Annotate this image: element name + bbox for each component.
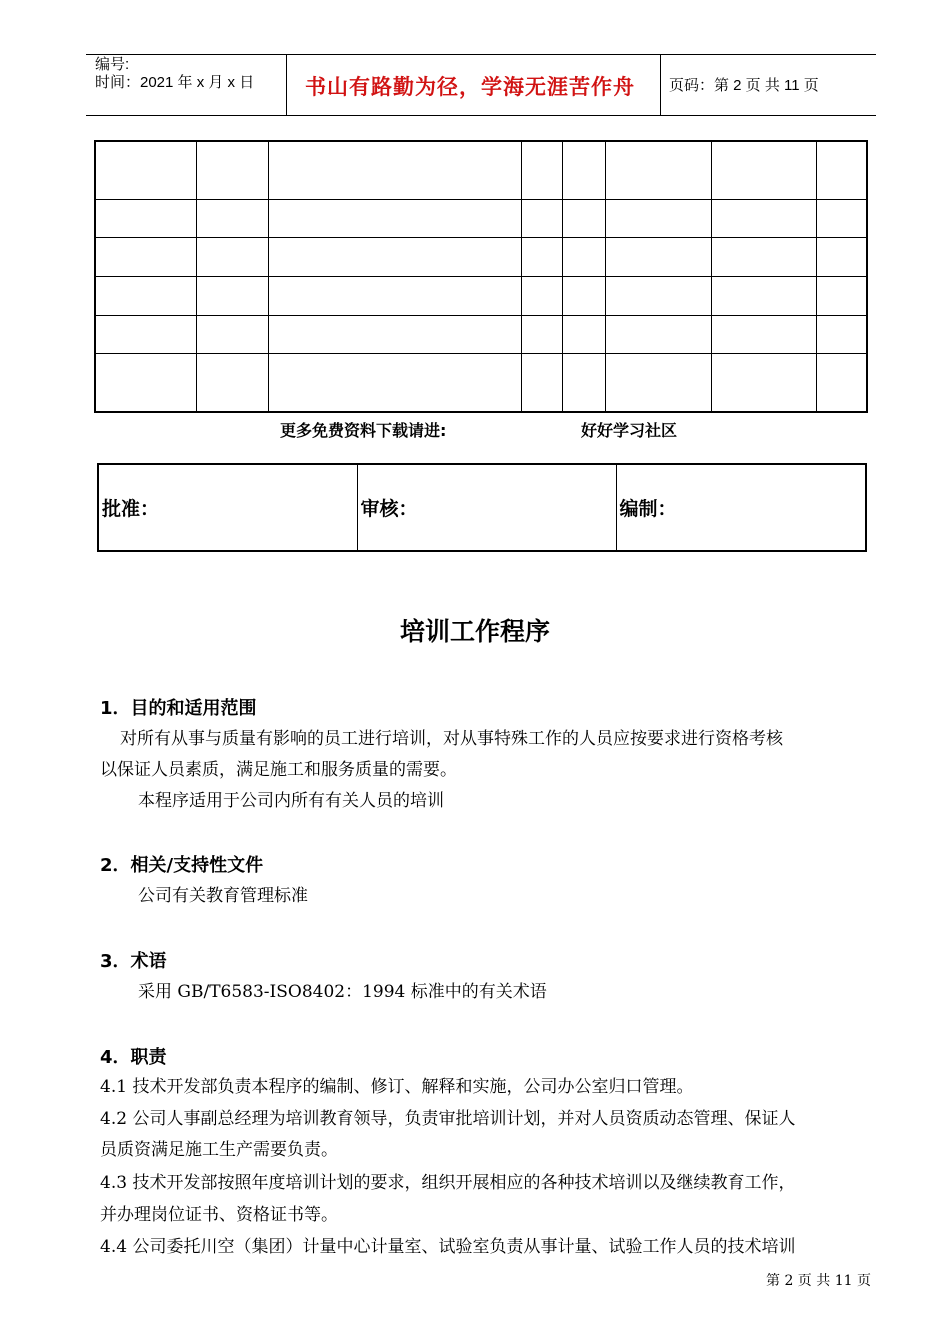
table-row <box>95 354 867 412</box>
blank-grid-table <box>94 140 868 413</box>
section-4-1: 4.1 技术开发部负责本程序的编制、修订、解释和实施，公司办公室归口管理。 <box>100 1077 694 1097</box>
promo-text: 更多免费资料下载请进: <box>280 421 447 440</box>
page-title: 培训工作程序 <box>399 617 550 646</box>
header-top-rule <box>86 54 876 55</box>
table-row <box>95 238 867 277</box>
section-4-2-line-2: 员质资满足施工生产需要负责。 <box>100 1140 338 1160</box>
header-page-info: 页码：第 2 页 共 11 页 <box>669 77 819 94</box>
section-4-3-line-1: 4.3 技术开发部按照年度培训计划的要求，组织开展相应的各种技术培训以及继续教育工作， <box>100 1173 796 1193</box>
promo-link[interactable]: 好好学习社区 <box>581 421 678 440</box>
section-4-heading: 4．职责 <box>100 1047 167 1068</box>
section-2-paragraph: 公司有关教育管理标准 <box>138 886 308 906</box>
header-motto: 书山有路勤为径，学海无涯苦作舟 <box>305 74 635 99</box>
review-cell: 审核： <box>357 464 616 551</box>
approval-table <box>97 463 867 552</box>
section-1-scope: 本程序适用于公司内所有有关人员的培训 <box>138 791 444 811</box>
header-divider-right <box>660 55 661 115</box>
section-1-heading: 1．目的和适用范围 <box>100 698 257 719</box>
section-4-4-line-1: 4.4 公司委托川空（集团）计量中心计量室、试验室负责从事计量、试验工作人员的技术培训 <box>100 1237 796 1257</box>
section-4-3-line-2: 并办理岗位证书、资格证书等。 <box>100 1205 338 1225</box>
header-date: 时间：2021 年 x 月 x 日 <box>95 74 255 91</box>
table-row <box>95 141 867 199</box>
table-row <box>95 199 867 238</box>
table-row <box>95 276 867 315</box>
section-2-heading: 2．相关/支持性文件 <box>100 855 264 876</box>
section-1-paragraph-line-1: 对所有从事与质量有影响的员工进行培训，对从事特殊工作的人员应按要求进行资格考核 <box>120 729 783 749</box>
section-4-2-line-1: 4.2 公司人事副总经理为培训教育领导，负责审批培训计划，并对人员资质动态管理、保证人 <box>100 1109 796 1129</box>
section-1-paragraph-line-2: 以保证人员素质，满足施工和服务质量的需要。 <box>100 760 457 780</box>
header-number-label: 编号: <box>95 56 130 73</box>
compile-cell: 编制： <box>616 464 866 551</box>
header-divider-left <box>286 55 287 115</box>
footer-page-number: 第 2 页 共 11 页 <box>766 1273 871 1289</box>
header-bottom-rule <box>86 115 876 116</box>
section-3-paragraph: 采用 GB/T6583-ISO8402：1994 标准中的有关术语 <box>138 982 547 1002</box>
approve-cell: 批准： <box>98 464 357 551</box>
section-3-heading: 3．术语 <box>100 951 167 972</box>
table-row <box>95 315 867 354</box>
